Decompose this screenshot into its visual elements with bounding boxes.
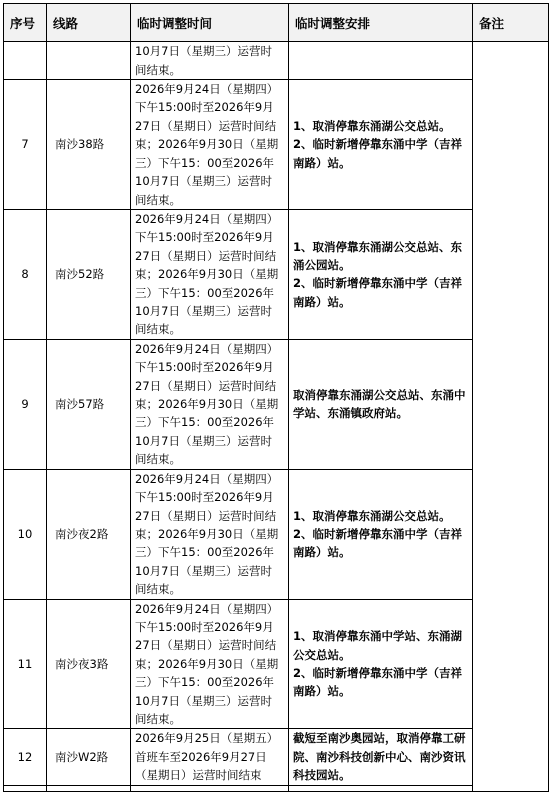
header-time: 临时调整时间	[131, 4, 289, 42]
cell-no: 11	[4, 599, 47, 729]
adjustment-table	[3, 3, 549, 792]
cell-time: 2026年9月25日（星期五） 首班车至2026年9月27日 （星期日）运营时间结束	[131, 729, 289, 785]
cell-no: 12	[4, 729, 47, 785]
cell-route: 南沙夜2路	[47, 469, 131, 599]
cell-arrangement: 1、取消停靠东涌湖公交总站、东 涌公园站。 2、临时新增停靠东涌中学（吉祥 南路）站。	[289, 210, 473, 340]
cell-time: 10月7日（星期三）运营时 间结束。	[131, 42, 289, 80]
cell-arrangement: 取消停靠东涌湖公交总站、东涌中 学站、东涌镇政府站。	[289, 339, 473, 469]
cell-time: 2026年9月24日（星期四） 下午15:00时至2026年9月 27日（星期日）运营时间结 束；2026年9月30日（星期 三）下午15：00至2026年 10月7日（星期三）运营时 间结束。	[131, 80, 289, 210]
cell-time: 2026年9月24日（星期四） 下午15:00时至2026年9月 27日（星期日）运营时间结 束；2026年9月30日（星期 三）下午15：00至2026年 10月7日（星期三）运营时 间结束。	[131, 599, 289, 729]
cell-note	[473, 42, 549, 792]
cell-time	[131, 785, 289, 791]
table-header-row	[4, 4, 549, 42]
table-row	[4, 210, 549, 340]
cell-no: 9	[4, 339, 47, 469]
cell-no: 7	[4, 80, 47, 210]
table-row	[4, 729, 549, 785]
cell-arrangement: 截短至南沙奥园站，取消停靠工研 院、南沙科技创新中心、南沙资讯 科技园站。	[289, 729, 473, 785]
cell-route: 南沙57路	[47, 339, 131, 469]
cell-route: 南沙W2路	[47, 729, 131, 785]
table-row	[4, 80, 549, 210]
cell-route: 南沙52路	[47, 210, 131, 340]
cell-no	[4, 42, 47, 80]
table-row	[4, 339, 549, 469]
table-row-continued	[4, 42, 549, 80]
header-route: 线路	[47, 4, 131, 42]
cell-time: 2026年9月24日（星期四） 下午15:00时至2026年9月 27日（星期日）运营时间结 束；2026年9月30日（星期 三）下午15：00至2026年 10月7日（星期三）运营时 间结束。	[131, 469, 289, 599]
table-row	[4, 469, 549, 599]
header-no: 序号	[4, 4, 47, 42]
cell-arrangement	[289, 785, 473, 791]
cell-arrangement: 1、取消停靠东涌湖公交总站。 2、临时新增停靠东涌中学（吉祥 南路）站。	[289, 80, 473, 210]
cell-arrangement	[289, 42, 473, 80]
header-note: 备注	[473, 4, 549, 42]
cell-route	[47, 42, 131, 80]
cell-no	[4, 785, 47, 791]
table-row	[4, 599, 549, 729]
cell-time: 2026年9月24日（星期四） 下午15:00时至2026年9月 27日（星期日）运营时间结 束；2026年9月30日（星期 三）下午15：00至2026年 10月7日（星期三）运营时 间结束。	[131, 339, 289, 469]
cell-route: 南沙38路	[47, 80, 131, 210]
header-arrangement: 临时调整安排	[289, 4, 473, 42]
cell-time: 2026年9月24日（星期四） 下午15:00时至2026年9月 27日（星期日）运营时间结 束；2026年9月30日（星期 三）下午15：00至2026年 10月7日（星期三）运营时 间结束。	[131, 210, 289, 340]
cell-no: 10	[4, 469, 47, 599]
table-row-cutoff	[4, 785, 549, 791]
cell-arrangement: 1、取消停靠东涌湖公交总站。 2、临时新增停靠东涌中学（吉祥 南路）站。	[289, 469, 473, 599]
cell-route: 南沙夜3路	[47, 599, 131, 729]
cell-arrangement: 1、取消停靠东涌中学站、东涌湖 公交总站。 2、临时新增停靠东涌中学（吉祥 南路）站。	[289, 599, 473, 729]
cell-route	[47, 785, 131, 791]
cell-no: 8	[4, 210, 47, 340]
